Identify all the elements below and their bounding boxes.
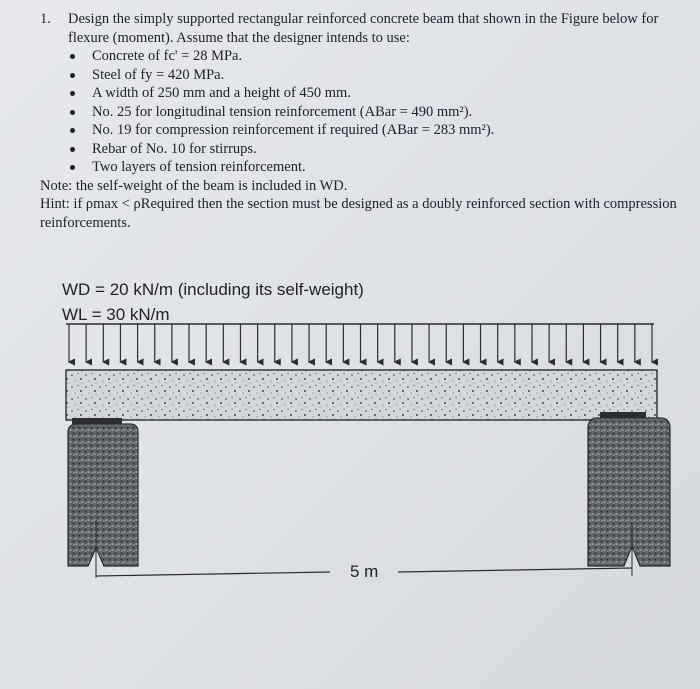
load-arrows <box>69 324 652 362</box>
req-compression-bar: No. 19 for compression reinforcement if required (ABar = 283 mm²). <box>68 121 680 140</box>
req-tension-bar: No. 25 for longitudinal tension reinforcement (ABar = 490 mm²). <box>68 103 680 122</box>
dead-load-label: WD = 20 kN/m (including its self-weight) <box>62 280 364 299</box>
live-load-label: WL = 30 kN/m <box>62 305 170 324</box>
problem-intro: Design the simply supported rectangular reinforced concrete beam that shown in the Figure below for flexure (moment). Assume that the designer intends to use: <box>68 11 659 46</box>
req-layers: Two layers of tension reinforcement. <box>68 158 680 177</box>
concrete-beam <box>66 370 657 420</box>
span-label: 5 m <box>350 562 379 581</box>
distributed-load <box>66 324 654 362</box>
left-support <box>68 424 138 566</box>
hint-text: Hint: if ρmax < ρRequired then the section must be designed as a doubly reinforced section with compression reinforcements. <box>40 196 677 231</box>
right-support <box>588 418 670 566</box>
note-text: Note: the self-weight of the beam is included in WD. <box>40 177 348 194</box>
req-concrete: Concrete of fc' = 28 MPa. <box>68 47 680 66</box>
req-steel: Steel of fy = 420 MPa. <box>68 66 680 85</box>
problem-number: 1. <box>40 11 51 27</box>
req-stirrups: Rebar of No. 10 for stirrups. <box>68 140 680 159</box>
span-dimension <box>96 520 632 581</box>
left-bearing-pad <box>72 418 122 424</box>
right-bearing-pad <box>600 412 646 418</box>
req-dimensions: A width of 250 mm and a height of 450 mm. <box>68 84 680 103</box>
